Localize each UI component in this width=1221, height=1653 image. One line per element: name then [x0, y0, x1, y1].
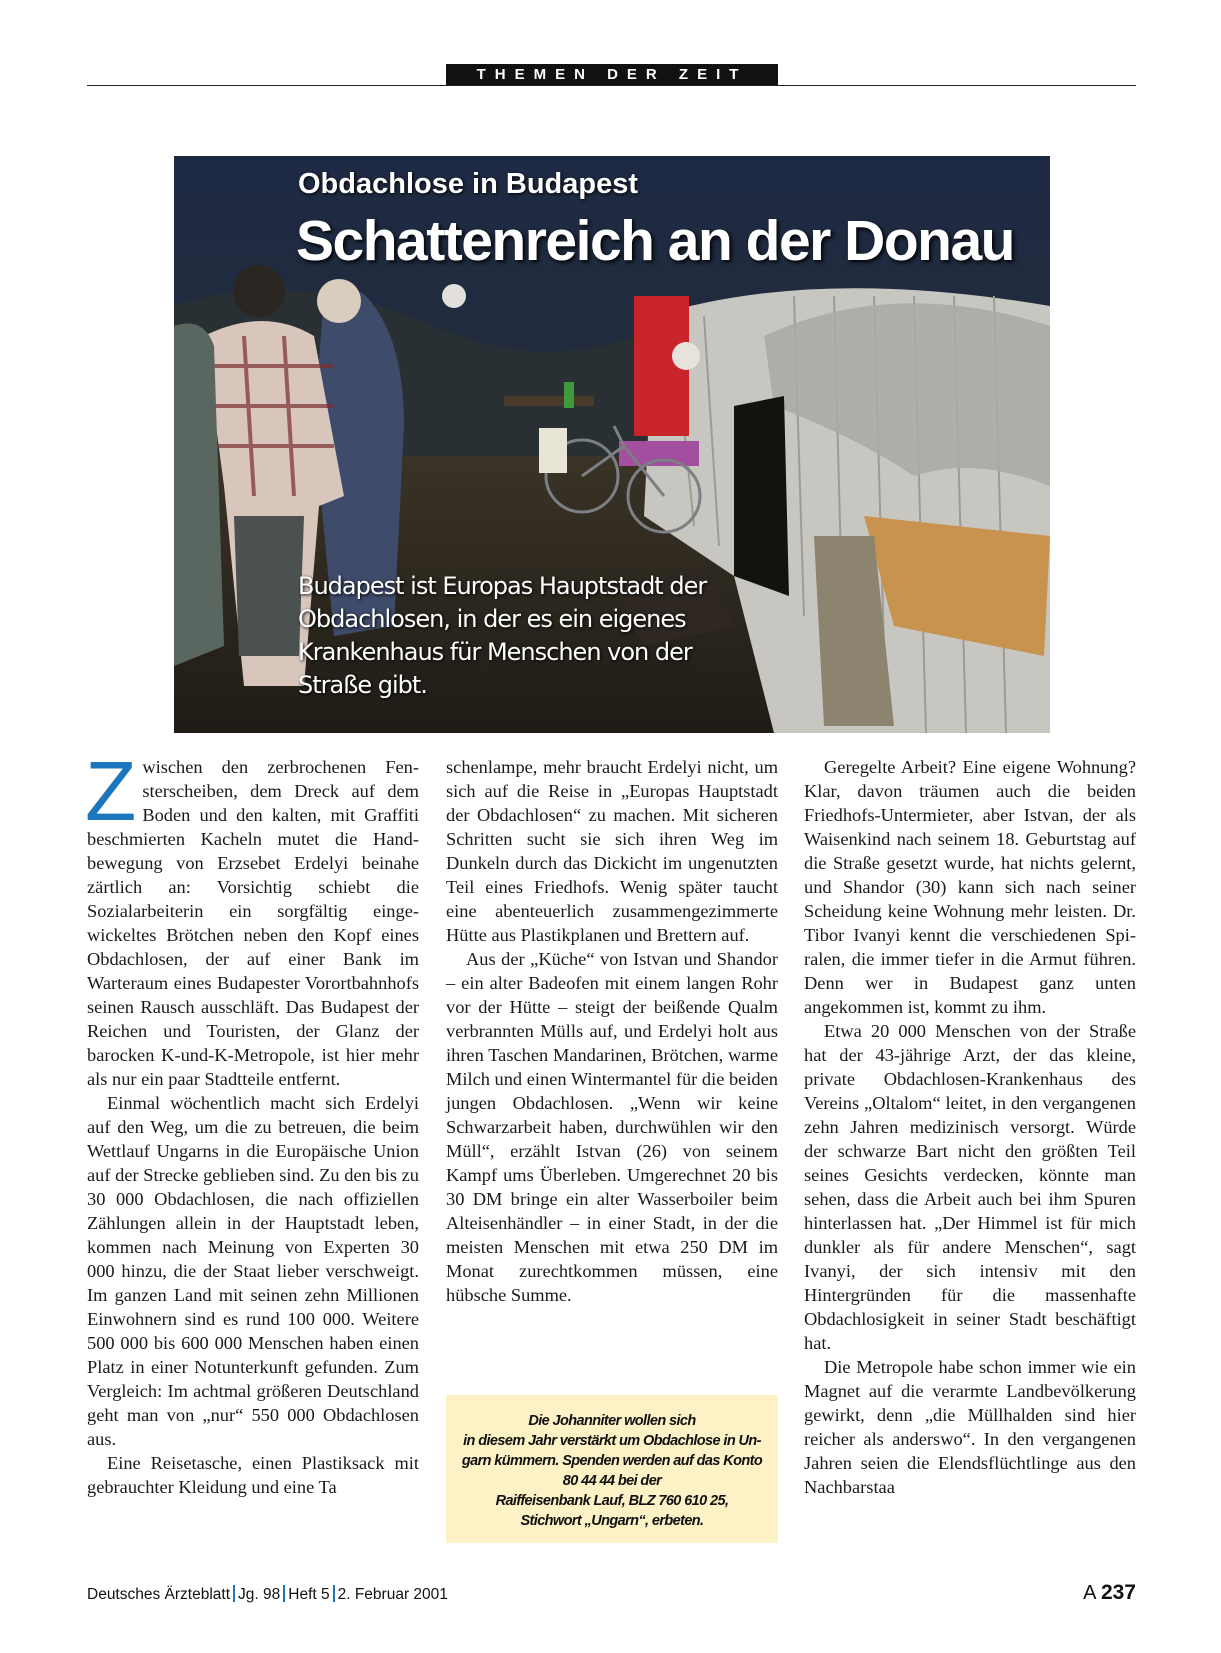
issue: Heft 5: [288, 1586, 330, 1603]
paragraph-text: wischen den zerbrochenen Fensterscheiben, dem Dreck auf dem Boden und den kalten, mit Graffiti beschmierten Kacheln mutet die Handbewegung von Erzsebet Erdelyi beinahe zärtlich an: Vorsichtig schiebt die Sozialarbeiterin ein sorgfältig eingewickeltes Brötchen neben den Kopf eines Obdachlosen, der auf einer Bank im Warteraum eines Budapester Vorortbahnhofs seinen Rausch ausschläft. Das Budapest der Reichen und Touristen, der Glanz der barocken K-und-K-Metropole, ist hier mehr als nur ein paar Stadtteile entfernt.: [87, 757, 419, 1089]
paragraph: [85, 744, 419, 1091]
paragraph: Geregelte Arbeit? Eine eigene Wohnung? Klar, davon träumen auch die beiden Friedhofs-Untermieter, aber Istvan, der als Waisenkind nach seinem 18. Geburtstag auf die Straße gesetzt wurde, hat nichts gelernt, und Shandor (30) kann sich nach seiner Scheidung keine Wohnung mehr leisten. Dr. Tibor Ivanyi kennt die verschiedenen Spiralen, die immer tiefer in die Armut führen. Denn wer in Budapest ganz unten angekommen ist, kommt zu ihm.: [804, 757, 1136, 1017]
kicker: Obdachlose in Budapest: [298, 168, 638, 200]
paragraph: Eine Reisetasche, einen Plastiksack mit gebrauchter Kleidung und eine Ta: [87, 1453, 419, 1497]
infobox-line: Die Johanniter wollen sich: [528, 1413, 696, 1429]
page-prefix: A: [1083, 1582, 1096, 1604]
paragraph: schenlampe, mehr braucht Erdelyi nicht, um sich auf die Reise in „Europas Hauptstadt der Obdachlosen“ zu machen. Mit sicheren Schritten sucht sie sich ihren Weg im Dunkeln durch das Dickicht im ungenutzten Teil eines Friedhofs. Wenig später taucht eine abenteuerlich zusammengezimmerte Hütte aus Plastikplanen und Brettern auf.: [446, 757, 778, 945]
section-tag: THEMEN DER ZEIT: [446, 64, 778, 85]
lede: Budapest ist Europas Hauptstadt der Obdachlosen, in der es ein eigenes Krankenhaus für Menschen von der Straße gibt.: [298, 572, 707, 699]
date: 2. Februar 2001: [337, 1586, 448, 1603]
paragraph: Die Metropole habe schon immer wie ein Magnet auf die verarmte Landbevölkerung gewirkt, denn „die Müllhalden sind hier reicher als anderswo“. In den vergangenen Jahren seien die Elendsflüchtlinge aus den Nachbarstaa: [804, 1357, 1136, 1497]
article-column-1: [85, 744, 419, 1499]
article-column-3: [804, 755, 1136, 1499]
infobox-line: in diesem Jahr verstärkt um Obdachlose in Un-: [463, 1433, 761, 1449]
headline: Schattenreich an der Donau: [296, 209, 1015, 273]
infobox-line: garn kümmern. Spenden werden auf das Konto: [461, 1453, 763, 1469]
infobox-line: Raiffeisenbank Lauf, BLZ 760 610 25,: [495, 1493, 729, 1509]
footer-citation: [87, 1585, 448, 1604]
header-rule: [87, 85, 1136, 86]
infobox-line: 80 44 44 bei der: [562, 1473, 662, 1489]
separator: [333, 1585, 335, 1602]
paragraph: Aus der „Küche“ von Istvan und Shandor – ein alter Badeofen mit einem langen Rohr vor der Hütte – steigt der beißende Qualm verbrannten Mülls auf, und Erdelyi holt aus ihren Taschen Mandarinen, Brötchen, warme Milch und einen Wintermantel für die beiden jungen Obdachlosen. „Wenn wir keine Schwarzarbeit haben, durchwühlen wir den Müll“, erzählt Istvan (26) von seinem Kampf ums Überleben. Umgerechnet 20 bis 30 DM bringe ein alter Wasserboiler beim Alteisenhändler – in einer Stadt, in der die meisten Menschen mit etwa 250 DM im Monat zurechtkommen müssen, eine hübsche Summe.: [446, 949, 778, 1305]
page-number: [1083, 1581, 1136, 1605]
paragraph: Einmal wöchentlich macht sich Erdelyi auf den Weg, um die zu betreuen, die beim Wettlauf Ungarns in die Europäische Union auf der Strecke geblieben sind. Zu den bis zu 30 000 Obdachlosen, die nach offiziellen Zählungen allein in der Hauptstadt leben, kommen nach Meinung von Experten 30 000 hinzu, die der Staat lieber verschweigt. Im ganzen Land mit seinen zehn Millionen Einwohnern sind es rund 100 000. Weitere 500 000 bis 600 000 Menschen haben einen Platz in einer Notunterkunft gefunden. Zum Vergleich: Im achtmal größeren Deutschland geht man von „nur“ 550 000 Obdachlosen aus.: [87, 1093, 419, 1449]
separator: [233, 1585, 235, 1602]
donation-infobox: [446, 1395, 778, 1543]
paragraph: Etwa 20 000 Menschen von der Straße hat der 43-jährige Arzt, der das kleine, private Obdachlosen-Krankenhaus des Vereins „Oltalom“ leitet, in den vergangenen zehn Jahren medizinisch versorgt. Würde der schwarze Bart nicht den größten Teil seines Gesichts verdecken, könnte man sehen, dass die Arbeit auch bei ihm Spuren hinterlassen hat. „Der Himmel ist für mich dunkler als für andere Menschen“, sagt Ivanyi, der sich intensiv mit den Hintergründen für die massenhafte Obdachlosigkeit in seiner Stadt beschäftigt hat.: [804, 1021, 1136, 1353]
page-footer: [87, 1581, 1136, 1607]
journal-name: Deutsches Ärzteblatt: [87, 1586, 231, 1603]
infobox-line: Stichwort „Ungarn“, erbeten.: [520, 1513, 704, 1529]
page-number-value: 237: [1100, 1581, 1136, 1604]
hero-photo: [174, 156, 1050, 733]
separator: [283, 1585, 285, 1602]
volume: Jg. 98: [238, 1586, 281, 1603]
article-column-2: [446, 755, 778, 1307]
drop-cap: Z: [85, 744, 137, 838]
